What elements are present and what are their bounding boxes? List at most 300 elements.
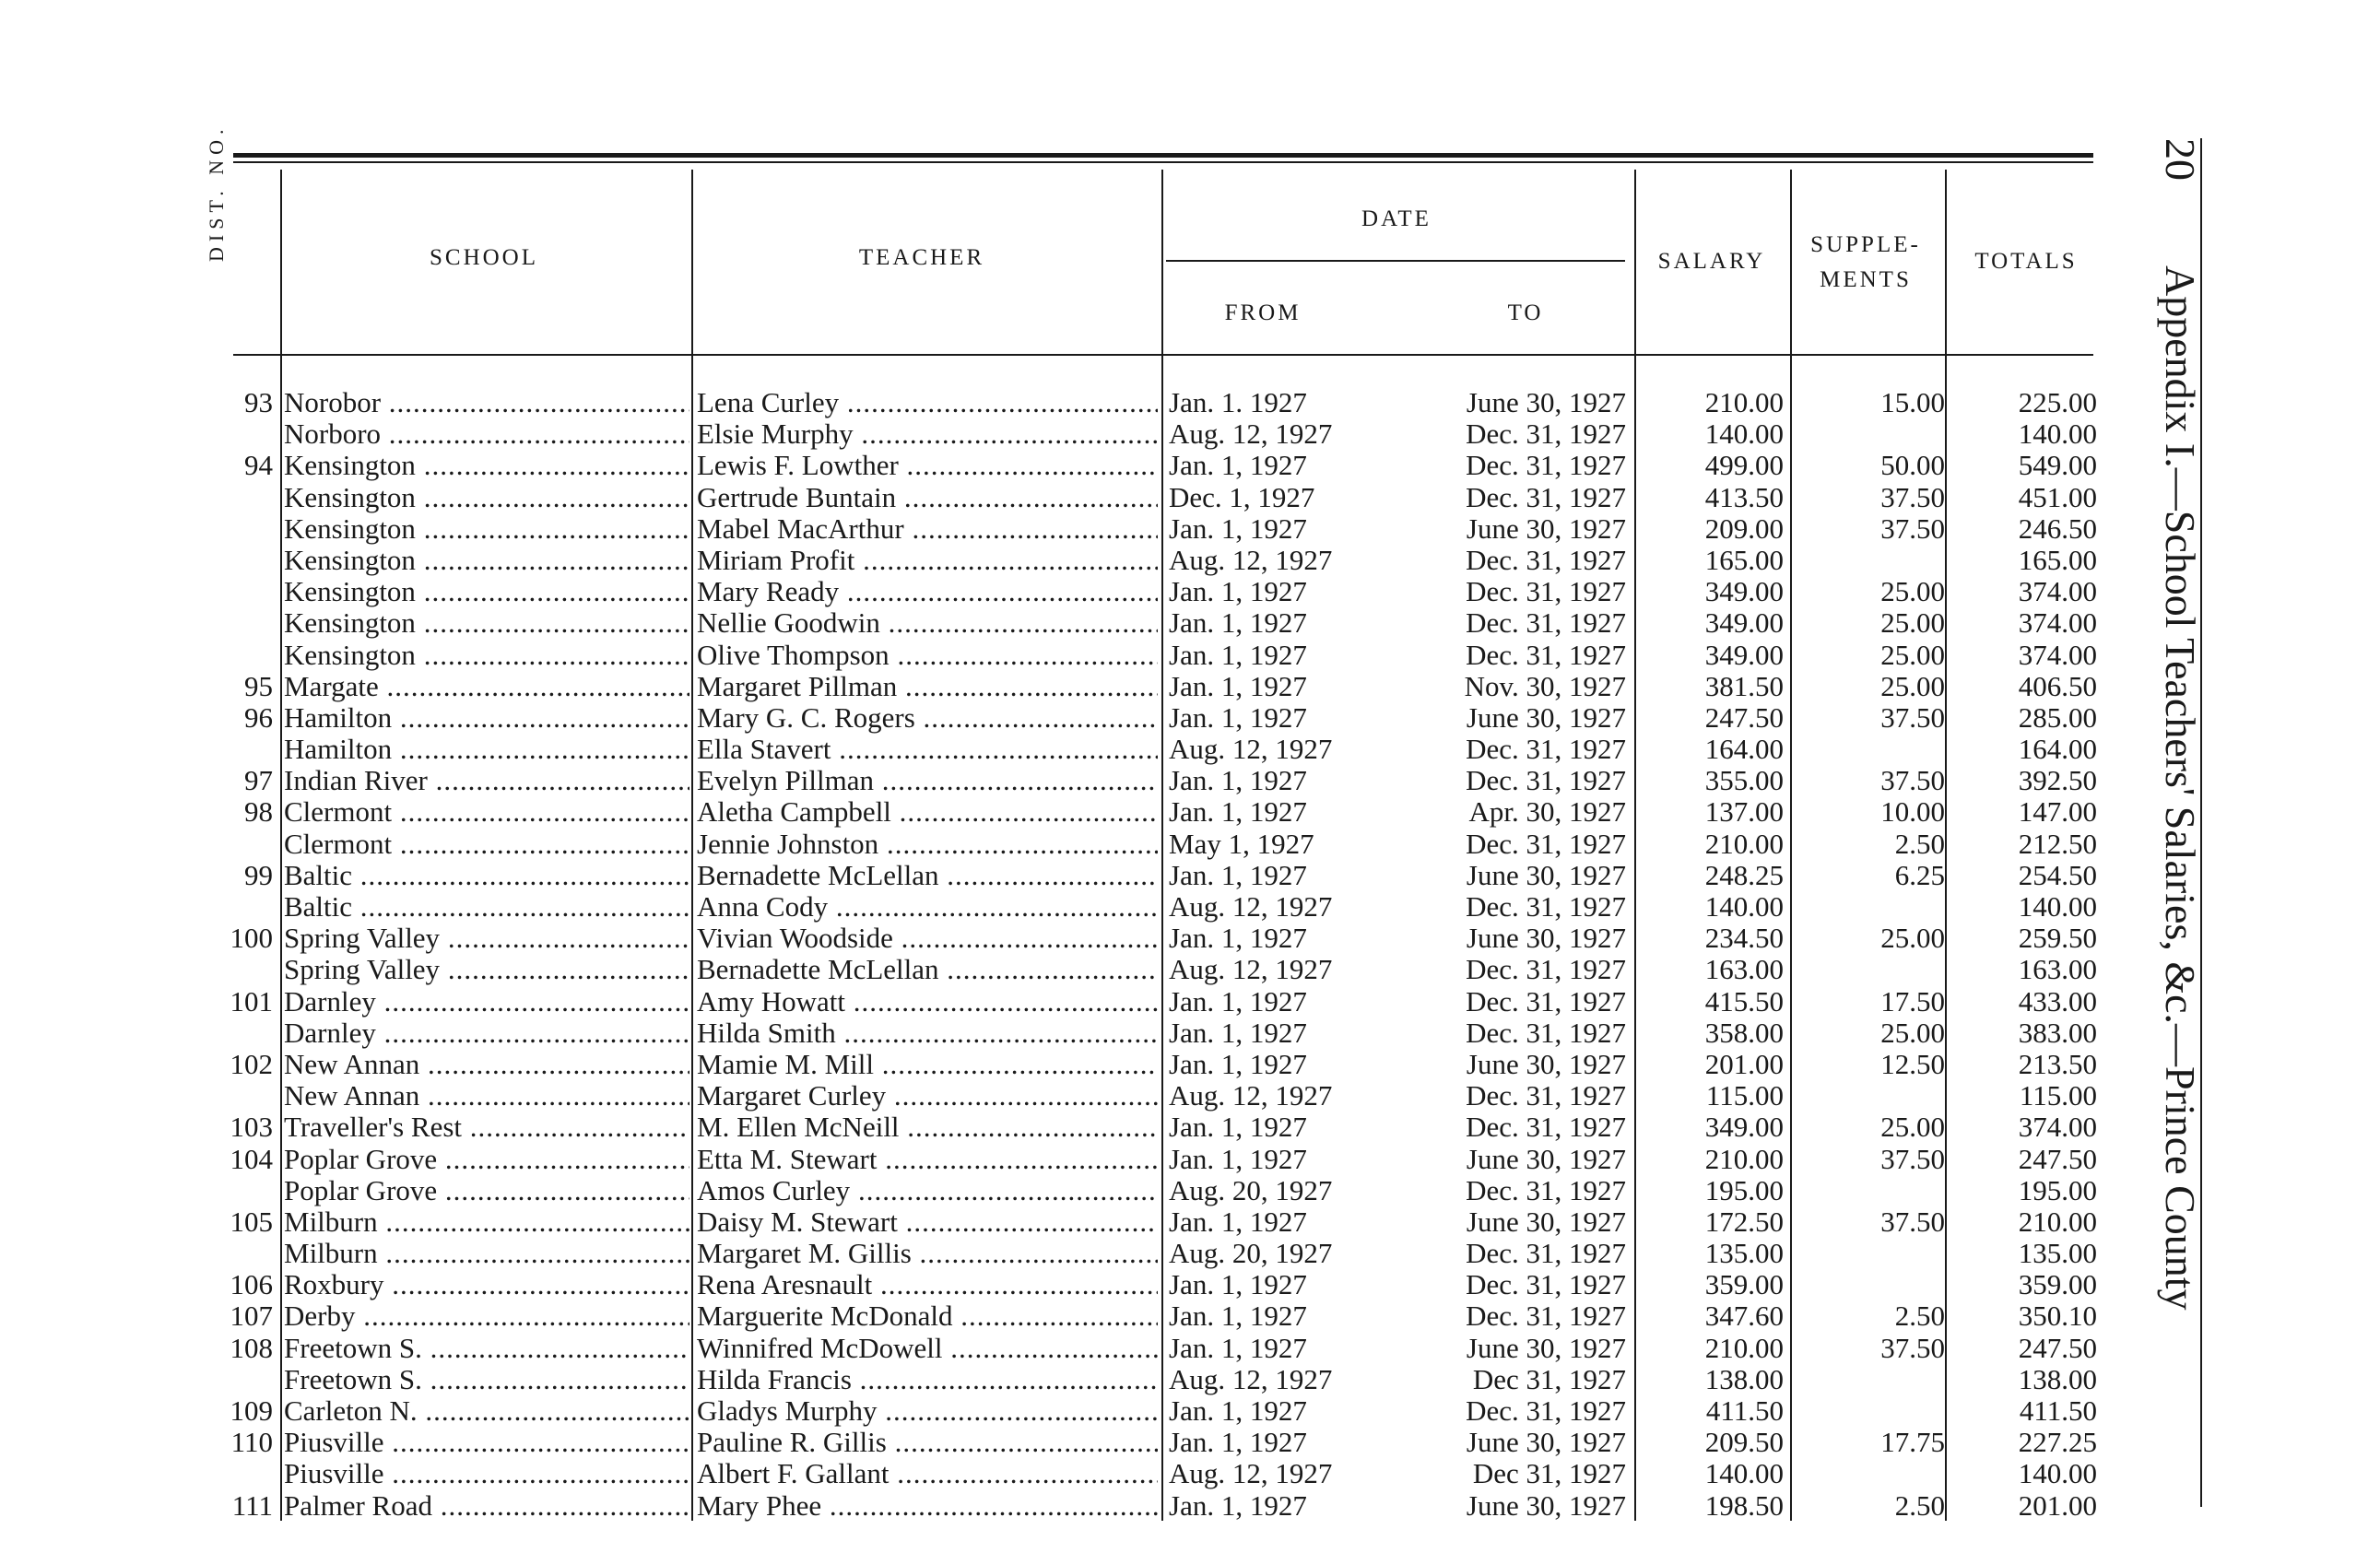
date-to-cell-text: Dec. 31, 1927: [1466, 638, 1626, 671]
total-cell-text: 115.00: [2019, 1079, 2097, 1112]
date-from-cell-text: Jan. 1, 1927: [1169, 575, 1307, 608]
total-cell: [1954, 450, 2097, 481]
teacher-cell: [697, 1049, 1158, 1080]
school-cell: [284, 1018, 689, 1049]
header-teacher: TEACHER: [858, 245, 985, 270]
teacher-cell: [697, 1395, 1158, 1427]
school-cell: [284, 1080, 689, 1112]
total-cell-text: 259.50: [2018, 922, 2097, 955]
total-cell: [1954, 796, 2097, 828]
supplements-cell: [1796, 576, 1945, 607]
total-cell: [1954, 923, 2097, 954]
top-double-rule-thin: [233, 161, 2093, 163]
school-cell: [284, 702, 689, 734]
dist-no-cell: [221, 1049, 273, 1080]
school-cell-text: Milburn .....: [284, 1206, 689, 1238]
date-from-cell-text: Jan. 1, 1927: [1169, 700, 1307, 734]
teacher-cell: [697, 545, 1158, 576]
supplements-cell-text: 12.50: [1880, 1047, 1945, 1080]
table-row: [0, 1269, 2120, 1300]
teacher-cell: [697, 765, 1158, 796]
table-row: [0, 482, 2120, 513]
date-header-rule: [1166, 260, 1625, 262]
date-to-cell: [1355, 1206, 1626, 1238]
school-cell-text: Poplar Grove .....: [284, 1175, 689, 1206]
supplements-cell: [1796, 765, 1945, 796]
table-row: [0, 1427, 2120, 1458]
teacher-cell-text: Bernadette McLellan .....: [697, 860, 1158, 891]
school-cell-text: Hamilton .....: [284, 734, 689, 765]
supplements-cell-text: 37.50: [1880, 512, 1945, 545]
supplements-cell: [1796, 1490, 1945, 1522]
school-cell-text: Clermont .....: [284, 829, 689, 860]
date-from-cell-text: Jan. 1, 1927: [1169, 512, 1307, 545]
teacher-cell-text: Margaret Curley .....: [697, 1080, 1158, 1112]
total-cell: [1954, 1080, 2097, 1112]
dist-no-cell: [221, 450, 273, 481]
total-cell: [1954, 640, 2097, 671]
total-cell-text: 140.00: [2018, 418, 2097, 451]
supplements-cell: [1796, 986, 1945, 1018]
date-to-cell: [1355, 576, 1626, 607]
teacher-cell: [697, 734, 1158, 765]
table-row: [0, 1364, 2120, 1395]
supplements-cell-text: 2.50: [1894, 827, 1945, 860]
teacher-cell-text: Rena Aresnault .....: [697, 1269, 1158, 1300]
teacher-cell: [697, 1269, 1158, 1300]
teacher-cell: [697, 671, 1158, 702]
date-to-cell: [1355, 986, 1626, 1018]
total-cell: [1954, 1238, 2097, 1269]
date-to-cell: [1355, 671, 1626, 702]
table-row: [0, 986, 2120, 1018]
total-cell: [1954, 702, 2097, 734]
salary-cell-text: 209.50: [1704, 1426, 1784, 1459]
school-cell: [284, 734, 689, 765]
school-cell: [284, 545, 689, 576]
salary-cell: [1641, 702, 1784, 734]
supplements-cell-text: 37.50: [1880, 1142, 1945, 1175]
school-cell-text: Hamilton .....: [284, 702, 689, 734]
date-to-cell: [1355, 734, 1626, 765]
teacher-cell: [697, 576, 1158, 607]
date-from-cell-text: Jan. 1, 1927: [1169, 1394, 1307, 1427]
supplements-cell: [1796, 1018, 1945, 1049]
table-row: [0, 576, 2120, 607]
salary-cell-text: 411.50: [1705, 1394, 1784, 1427]
dist-no-cell: [221, 1395, 273, 1427]
school-cell-text: Poplar Grove .....: [284, 1144, 689, 1175]
date-to-cell: [1355, 607, 1626, 639]
date-to-cell: [1355, 891, 1626, 923]
teacher-cell: [697, 1490, 1158, 1522]
date-from-cell-text: Aug. 20, 1927: [1169, 1237, 1333, 1270]
supplements-cell: [1796, 860, 1945, 891]
teacher-cell: [697, 482, 1158, 513]
date-from-cell-text: Aug. 12, 1927: [1169, 953, 1333, 986]
total-cell: [1954, 1049, 2097, 1080]
teacher-cell-text: Hilda Francis .....: [697, 1364, 1158, 1395]
salary-cell-text: 355.00: [1704, 764, 1784, 797]
supplements-cell: [1796, 1049, 1945, 1080]
supplements-cell-text: 25.00: [1880, 1016, 1945, 1049]
school-cell-text: Freetown S. .....: [284, 1364, 689, 1395]
date-to-cell-text: June 30, 1927: [1466, 1426, 1626, 1459]
date-to-cell-text: Dec 31, 1927: [1472, 1457, 1626, 1490]
total-cell-text: 195.00: [2018, 1173, 2097, 1206]
salary-cell: [1641, 1049, 1784, 1080]
total-cell-text: 140.00: [2018, 1457, 2097, 1490]
date-from-cell-text: Jan. 1, 1927: [1169, 449, 1307, 482]
supplements-cell-text: 37.50: [1880, 764, 1945, 797]
date-to-cell-text: Apr. 30, 1927: [1468, 795, 1626, 829]
total-cell-text: 225.00: [2018, 386, 2097, 418]
teacher-cell: [697, 1112, 1158, 1143]
teacher-cell-text: Winnifred McDowell .....: [697, 1333, 1158, 1364]
supplements-cell: [1796, 640, 1945, 671]
total-cell: [1954, 607, 2097, 639]
salary-cell-text: 234.50: [1704, 922, 1784, 955]
salary-cell-text: 140.00: [1704, 418, 1784, 451]
total-cell: [1954, 671, 2097, 702]
total-cell: [1954, 545, 2097, 576]
supplements-cell: [1796, 1333, 1945, 1364]
teacher-cell-text: Mabel MacArthur .....: [697, 513, 1158, 545]
date-to-cell-text: Dec. 31, 1927: [1466, 1268, 1626, 1301]
school-cell-text: Traveller's Rest .....: [284, 1112, 689, 1143]
supplements-cell-text: 10.00: [1880, 795, 1945, 829]
total-cell-text: 147.00: [2018, 795, 2097, 829]
date-to-cell: [1355, 1300, 1626, 1332]
table-row: [0, 387, 2120, 418]
total-cell: [1954, 576, 2097, 607]
salary-cell-text: 248.25: [1704, 858, 1784, 891]
teacher-cell-text: Mary Ready .....: [697, 576, 1158, 607]
total-cell: [1954, 1269, 2097, 1300]
dist-no-cell-text: 93: [244, 386, 273, 418]
teacher-cell: [697, 450, 1158, 481]
supplements-cell-text: 25.00: [1880, 606, 1945, 640]
table-row: [0, 829, 2120, 860]
date-to-cell: [1355, 765, 1626, 796]
dist-no-cell: [221, 1112, 273, 1143]
school-cell: [284, 513, 689, 545]
school-cell-text: Kensington .....: [284, 482, 689, 513]
school-cell-text: Piusville .....: [284, 1458, 689, 1489]
salary-cell: [1641, 986, 1784, 1018]
school-cell: [284, 1049, 689, 1080]
salary-cell-text: 347.60: [1704, 1300, 1784, 1333]
school-cell: [284, 1490, 689, 1522]
total-cell: [1954, 1364, 2097, 1395]
school-cell: [284, 986, 689, 1018]
salary-cell-text: 137.00: [1704, 795, 1784, 829]
dist-no-cell-text: 99: [244, 858, 273, 891]
total-cell: [1954, 1112, 2097, 1143]
salary-cell: [1641, 765, 1784, 796]
date-to-cell-text: June 30, 1927: [1466, 1142, 1626, 1175]
school-cell-text: Kensington .....: [284, 640, 689, 671]
header-dist-no: DIST. NO.: [205, 124, 228, 262]
salary-cell: [1641, 1238, 1784, 1269]
date-from-cell-text: Jan. 1. 1927: [1169, 386, 1307, 418]
total-cell: [1954, 1458, 2097, 1489]
supplements-cell-text: 25.00: [1880, 638, 1945, 671]
teacher-cell-text: Lewis F. Lowther .....: [697, 450, 1158, 481]
date-to-cell-text: June 30, 1927: [1466, 922, 1626, 955]
header-totals: TOTALS: [1974, 249, 2078, 274]
supplements-cell: [1796, 450, 1945, 481]
school-cell-text: Darnley .....: [284, 986, 689, 1018]
school-cell-text: Spring Valley .....: [284, 923, 689, 954]
school-cell-text: Derby .....: [284, 1300, 689, 1332]
total-cell-text: 350.10: [2018, 1300, 2097, 1333]
date-to-cell: [1355, 482, 1626, 513]
teacher-cell: [697, 1206, 1158, 1238]
salary-cell-text: 210.00: [1704, 1142, 1784, 1175]
dist-no-cell: [221, 1269, 273, 1300]
date-from-cell-text: Aug. 12, 1927: [1169, 418, 1333, 451]
supplements-cell: [1796, 607, 1945, 639]
salary-cell-text: 210.00: [1704, 1331, 1784, 1364]
date-to-cell: [1355, 954, 1626, 985]
total-cell-text: 374.00: [2018, 575, 2097, 608]
school-cell-text: Baltic .....: [284, 860, 689, 891]
teacher-cell: [697, 387, 1158, 418]
dist-no-cell: [221, 765, 273, 796]
total-cell-text: 135.00: [2018, 1237, 2097, 1270]
school-cell: [284, 640, 689, 671]
supplements-cell-text: 37.50: [1880, 480, 1945, 513]
total-cell-text: 163.00: [2018, 953, 2097, 986]
dist-no-cell-text: 103: [230, 1111, 273, 1144]
teacher-cell: [697, 1175, 1158, 1206]
school-cell: [284, 829, 689, 860]
table-row: [0, 1395, 2120, 1427]
date-to-cell-text: June 30, 1927: [1466, 512, 1626, 545]
salary-cell: [1641, 891, 1784, 923]
date-to-cell-text: Dec. 31, 1927: [1466, 1394, 1626, 1427]
salary-cell: [1641, 1018, 1784, 1049]
teacher-cell: [697, 986, 1158, 1018]
date-to-cell-text: Dec. 31, 1927: [1466, 827, 1626, 860]
table-row: [0, 1049, 2120, 1080]
teacher-cell-text: Etta M. Stewart .....: [697, 1144, 1158, 1175]
date-to-cell: [1355, 1490, 1626, 1522]
dist-no-cell: [221, 1206, 273, 1238]
supplements-cell: [1796, 1144, 1945, 1175]
dist-no-cell-text: 109: [230, 1394, 273, 1427]
school-cell: [284, 671, 689, 702]
date-to-cell: [1355, 796, 1626, 828]
total-cell-text: 433.00: [2018, 984, 2097, 1018]
school-cell: [284, 1427, 689, 1458]
date-from-cell-text: Jan. 1, 1927: [1169, 984, 1307, 1018]
date-to-cell-text: Dec. 31, 1927: [1466, 1016, 1626, 1049]
school-cell: [284, 1333, 689, 1364]
table-row: [0, 1112, 2120, 1143]
dist-no-cell-text: 104: [230, 1142, 273, 1175]
school-cell-text: Clermont .....: [284, 796, 689, 828]
dist-no-cell: [221, 671, 273, 702]
date-to-cell-text: Dec. 31, 1927: [1466, 1079, 1626, 1112]
salary-cell: [1641, 860, 1784, 891]
teacher-cell-text: Mary G. C. Rogers .....: [697, 702, 1158, 734]
teacher-cell-text: Evelyn Pillman .....: [697, 765, 1158, 796]
dist-no-cell: [221, 1427, 273, 1458]
salary-cell-text: 163.00: [1704, 953, 1784, 986]
school-cell-text: New Annan .....: [284, 1049, 689, 1080]
teacher-cell-text: Gladys Murphy .....: [697, 1395, 1158, 1427]
salary-cell: [1641, 1206, 1784, 1238]
teacher-cell-text: Vivian Woodside .....: [697, 923, 1158, 954]
teacher-cell-text: Gertrude Buntain .....: [697, 482, 1158, 513]
table-row: [0, 545, 2120, 576]
running-title-text: Appendix I.—School Teachers' Salaries, &c.—Prince County: [2157, 265, 2204, 1311]
total-cell-text: 247.50: [2018, 1331, 2097, 1364]
dist-no-cell-text: 108: [230, 1331, 273, 1364]
salary-cell: [1641, 513, 1784, 545]
salary-cell: [1641, 576, 1784, 607]
school-cell-text: Indian River .....: [284, 765, 689, 796]
salary-cell-text: 201.00: [1704, 1047, 1784, 1080]
date-from-cell-text: Jan. 1, 1927: [1169, 1205, 1307, 1238]
total-cell-text: 549.00: [2018, 449, 2097, 482]
table-row: [0, 923, 2120, 954]
date-from-cell-text: Aug. 12, 1927: [1169, 733, 1333, 766]
salary-cell-text: 381.50: [1704, 669, 1784, 702]
teacher-cell-text: Albert F. Gallant .....: [697, 1458, 1158, 1489]
school-cell: [284, 450, 689, 481]
school-cell-text: Milburn .....: [284, 1238, 689, 1269]
table-row: [0, 702, 2120, 734]
school-cell-text: Carleton N. .....: [284, 1395, 689, 1427]
total-cell: [1954, 986, 2097, 1018]
dist-no-cell-text: 110: [230, 1426, 273, 1459]
total-cell-text: 164.00: [2018, 733, 2097, 766]
teacher-cell: [697, 1427, 1158, 1458]
school-cell-text: Kensington .....: [284, 545, 689, 576]
total-cell-text: 201.00: [2018, 1488, 2097, 1522]
total-cell: [1954, 829, 2097, 860]
school-cell: [284, 1364, 689, 1395]
school-cell-text: Kensington .....: [284, 576, 689, 607]
supplements-cell: [1796, 387, 1945, 418]
dist-no-cell: [221, 860, 273, 891]
salary-cell: [1641, 387, 1784, 418]
date-to-cell: [1355, 923, 1626, 954]
school-cell: [284, 1269, 689, 1300]
date-to-cell-text: June 30, 1927: [1466, 858, 1626, 891]
date-to-cell-text: June 30, 1927: [1466, 1331, 1626, 1364]
teacher-cell: [697, 1364, 1158, 1395]
salary-cell: [1641, 1080, 1784, 1112]
school-cell-text: Darnley .....: [284, 1018, 689, 1049]
header-date: DATE: [1361, 206, 1432, 231]
salary-cell-text: 135.00: [1704, 1237, 1784, 1270]
salary-cell: [1641, 1144, 1784, 1175]
school-cell-text: Piusville .....: [284, 1427, 689, 1458]
total-cell: [1954, 1018, 2097, 1049]
school-cell: [284, 954, 689, 985]
total-cell-text: 374.00: [2018, 1111, 2097, 1144]
date-to-cell-text: Dec. 31, 1927: [1466, 1173, 1626, 1206]
school-cell: [284, 860, 689, 891]
total-cell: [1954, 1144, 2097, 1175]
teacher-cell: [697, 954, 1158, 985]
salary-cell: [1641, 482, 1784, 513]
teacher-cell-text: Mary Phee .....: [697, 1490, 1158, 1522]
salary-cell: [1641, 1364, 1784, 1395]
dist-no-cell-text: 94: [244, 449, 273, 482]
salary-cell: [1641, 1175, 1784, 1206]
salary-cell: [1641, 545, 1784, 576]
teacher-cell-text: Nellie Goodwin .....: [697, 607, 1158, 639]
school-cell: [284, 891, 689, 923]
table-row: [0, 765, 2120, 796]
total-cell-text: 383.00: [2018, 1016, 2097, 1049]
salary-cell: [1641, 1333, 1784, 1364]
date-to-cell-text: Dec. 31, 1927: [1466, 953, 1626, 986]
salary-cell: [1641, 734, 1784, 765]
table-row: [0, 450, 2120, 481]
total-cell: [1954, 860, 2097, 891]
table-row: [0, 891, 2120, 923]
table-row: [0, 734, 2120, 765]
dist-no-cell: [221, 387, 273, 418]
salary-cell: [1641, 1112, 1784, 1143]
date-from-cell-text: Aug. 20, 1927: [1169, 1173, 1333, 1206]
teacher-cell-text: Anna Cody .....: [697, 891, 1158, 923]
teacher-cell: [697, 923, 1158, 954]
dist-no-cell: [221, 1300, 273, 1332]
teacher-cell: [697, 1300, 1158, 1332]
date-to-cell: [1355, 1333, 1626, 1364]
teacher-cell: [697, 860, 1158, 891]
total-cell: [1954, 734, 2097, 765]
school-cell: [284, 796, 689, 828]
salary-cell: [1641, 1395, 1784, 1427]
date-to-cell: [1355, 1018, 1626, 1049]
header-from: FROM: [1224, 300, 1302, 325]
teacher-cell-text: M. Ellen McNeill .....: [697, 1112, 1158, 1143]
school-cell: [284, 1395, 689, 1427]
date-to-cell-text: Dec. 31, 1927: [1466, 733, 1626, 766]
salary-cell: [1641, 829, 1784, 860]
total-cell-text: 374.00: [2018, 638, 2097, 671]
salary-cell-text: 349.00: [1704, 575, 1784, 608]
date-from-cell-text: Jan. 1, 1927: [1169, 1426, 1307, 1459]
salary-cell: [1641, 1300, 1784, 1332]
total-cell: [1954, 482, 2097, 513]
supplements-cell-text: 6.25: [1894, 858, 1945, 891]
supplements-cell: [1796, 923, 1945, 954]
date-from-cell-text: Aug. 12, 1927: [1169, 1362, 1333, 1395]
teacher-cell: [697, 702, 1158, 734]
dist-no-cell: [221, 1144, 273, 1175]
teacher-cell: [697, 1018, 1158, 1049]
date-to-cell: [1355, 1080, 1626, 1112]
teacher-cell-text: Ella Stavert .....: [697, 734, 1158, 765]
teacher-cell-text: Aletha Campbell .....: [697, 796, 1158, 828]
salary-cell-text: 415.50: [1704, 984, 1784, 1018]
date-from-cell-text: Aug. 12, 1927: [1169, 543, 1333, 576]
table-row: [0, 1018, 2120, 1049]
table-row: [0, 954, 2120, 985]
school-cell: [284, 418, 689, 450]
date-to-cell: [1355, 513, 1626, 545]
date-to-cell-text: June 30, 1927: [1466, 1205, 1626, 1238]
